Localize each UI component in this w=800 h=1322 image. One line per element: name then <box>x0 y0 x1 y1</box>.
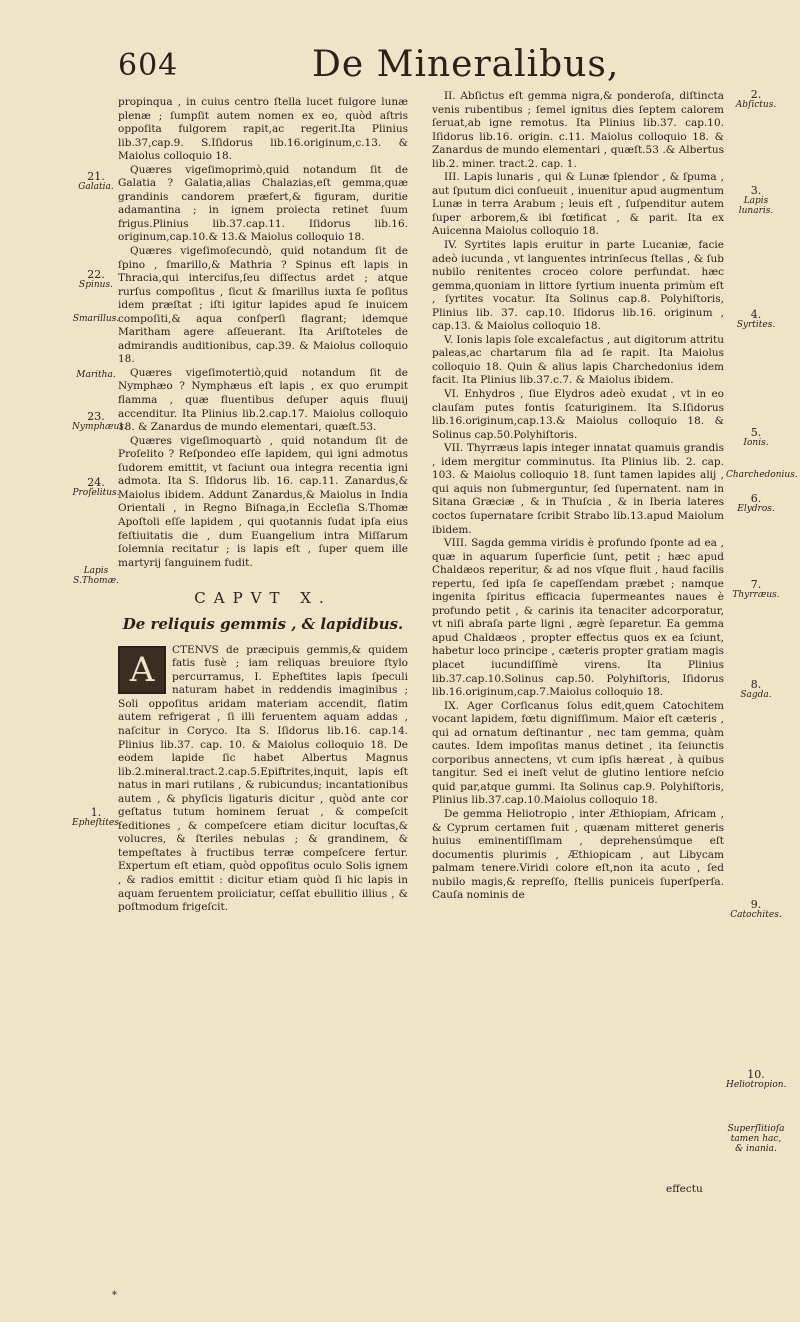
page-number: 604 <box>118 48 179 83</box>
paragraph: VII. Thyrræus lapis integer innatat quamuis grandis , idem mergitur comminutus. Ita Plinius lib. 2. cap. 103. & Maiolus colloquio 18. ſunt tamen lapides alij , qui aquis non ſubmerguntur, ſed ſupernatent. nam in Sitana Græciæ , & in Thuſcia , & in Iberia lateres coctos ſupernatare ſcribit Strabo lib.13.apud Maiolum ibidem. <box>432 442 724 536</box>
chapter-heading: CAPVT X. <box>194 589 332 608</box>
margin-note-right: 5. Ionis. <box>743 426 769 448</box>
signature-mark: * <box>112 1290 117 1301</box>
margin-note-left: 22. Spinus. <box>79 268 113 290</box>
catchword: effectu <box>666 1183 703 1195</box>
margin-note-left: 1. Epheſtites. <box>72 806 122 828</box>
margin-note-right: Charchedonius. <box>726 470 798 480</box>
margin-note-right: 8. Sagda. <box>740 678 772 700</box>
paragraph: CTENVS de præcipuis gemmis,& quidem fatis fusè ; iam reliquas breuiore ſtylo percurramus, I. Epheſtites lapis ſpeculi naturam habet in reddendis imaginibus ; Soli oppoſitus aridam materiam accendit, flatim autem refrigerat , ſi illi feruentem aquam addas , naſcitur in Coryco. Ita S. Iſidorus lib.16. cap.14. Plinius lib.37. cap. 10. & Maiolus colloquio 18. De eodem lapide ſic habet Albertus Magnus lib.2.mineral.tract.2.cap.5.Epiftrites,inquit, lapis eſt natus in mari rutilans , & rubicundus; incantationibus autem , & phyſicis ligaturis dicitur , quòd ante cor geſtatus tutum hominem ſeruat , & compeſcit ſeditiones , & compeſcere etiam dicitur locuſtas,& volucres, & ſteriles nebulas ; & grandinem, & tempeſtates à fructibus terræ compeſcere fertur. Expertum eſt etiam, quòd oppoſitus oculo Solis ignem , & radios emittit : dicitur etiam quòd ſi hic lapis in aquam feruentem proiiciatur, ceſſat ebullitio illius , & poſtmodum frigeſcit. <box>118 643 408 914</box>
paragraph: Quæres vigeſimotertiò,quid notandum ſit de Nymphæo ? Nymphæus eſt lapis , ex quo erumpit flamma , quæ fluentibus deſuper aquis fluuij accenditur. Ita Plinius lib.2.cap.17. Maiolus colloquio 18. & Zanardus de mundo elementari, quæſt.53. <box>118 366 408 434</box>
paragraph: III. Lapis lunaris , qui & Lunæ ſplendor , & ſpuma , aut ſputum dici conſueuit , inuenitur apud augmentum Lunæ in terra Arabum ; leuis eſt , ſuſpenditur autem ſuper arborem,& ibi fœtificat , & parit. Ita ex Auicenna Maiolus colloquio 18. <box>432 171 724 238</box>
margin-note-left: Smarillus. <box>72 314 120 324</box>
paragraph: VI. Enhydros , ſiue Elydros adeò exudat , vt in eo clauſam putes fontis ſcaturiginem. Ita S.Iſidorus lib.16.originum,cap.13.& Maiolus colloquio 18. & Solinus cap.50.Polyhiſtoris. <box>432 388 724 441</box>
paragraph: II. Abſictus eſt gemma nigra,& ponderoſa, diſtincta venis rubentibus ; ſemel ignitus dies ſeptem calorem ſeruat,ab igne remotus. Ita Plinius lib.37. cap.10. Iſidorus lib.16. origin. c.11. Maiolus colloquio 18. & Zanardus de mundo elementari , quæſt.53 .& Albertus lib.2. miner. tract.2. cap. 1. <box>432 90 724 170</box>
chapter-title: De reliquis gemmis , & lapidibus. <box>122 614 404 633</box>
margin-note-right: 9. Catochites. <box>730 898 782 920</box>
margin-note-right: 3. Lapis lunaris. <box>738 184 774 216</box>
ornamental-initial: A <box>118 646 166 694</box>
margin-note-left: 23. Nymphæus. <box>72 410 127 432</box>
margin-note-right: 4. Syrtites. <box>736 308 776 330</box>
margin-note-right: 7. Thyrræus. <box>732 578 780 600</box>
left-text-column <box>118 96 408 915</box>
margin-note-left: 24. Proſelitus. <box>72 476 120 498</box>
margin-note-right: 10. Heliotropion. <box>726 1068 787 1090</box>
paragraph: Quæres vigeſimoſecundò, quid notandum ſit de ſpino , ſmarillo,& Mathria ? Spinus eſt lapis in Thracia,qui interciſus,ſeu diſſectus ardet ; atque rurſus compoſitus , ſicut & ſmarillus iuxta ſe poſitus idem præſtat ; iſti igitur lapides apud ſe inuicem compoſiti,& aqua conſperſi flagrant; idemque Maritham agere aſſeuerant. Ita Ariſtoteles de admirandis auditionibus, cap.39. & Maiolus colloquio 18. <box>118 245 408 366</box>
running-title: De Mineralibus, <box>312 44 620 85</box>
margin-note-right: 6. Elydros. <box>737 492 775 514</box>
paragraph: IX. Ager Corſicanus ſolus edit,quem Catochitem vocant lapidem, fœtu digniſſimum. Maior eſt cæteris , qui ad ornatum deſtinantur , nec tam gemma, quàm cautes. Idem impoſitas manus detinet , ita ſeiunctis corporibus annectens, vt cum ipſis hæreat , à quibus tangitur. Sed ei ineſt velut de glutino lentiore neſcio quid par,atque gummi. Ita Solinus cap.9. Polyhiſtoris, Plinius lib.37.cap.10.Maiolus colloquio 18. <box>432 699 724 807</box>
page-header <box>0 44 800 94</box>
paragraph: Quæres vigeſimoquartò , quid notandum ſit de Proſelito ? Reſpondeo eſſe lapidem, qui igni admotus ſudorem emittit, vt faciunt oua integra recentia igni admota. Ita S. Iſidorus lib. 16. cap.11. Zanardus,& Maiolus ibidem. Addunt Zanardus,& Maiolus in India Orientali , in Regno Biſnaga,in Eccleſia S.Thomæ Apoſtoli eſſe lapidem , qui quotannis ſudat ipſa eius feſtiuitatis die , dum Euangelium intra Miſſarum ſolemnia recitatur ; is lapis eſt , ſuper quem ille martyrij ſanguinem fudit. <box>118 434 408 569</box>
margin-note-left: 21. Galatia. <box>78 170 114 192</box>
paragraph: IV. Syrtites lapis eruitur in parte Lucaniæ, facie adeò iucunda , vt languentes intrinſecus ſtellas , & ſub nubilo renitentes croceo colore perfundat. hæc gemma,quoniam in littore ſyrtium inuenta primùm eſt , ſyrtites vocatur. Ita Solinus cap.8. Polyhiſtoris, Plinius lib. 37. cap.10. Iſidorus lib.16. originum , cap.13. & Maiolus colloquio 18. <box>432 239 724 333</box>
right-text-column <box>432 90 724 903</box>
paragraph: De gemma Heliotropio , inter Æthiopiam, Africam , & Cyprum certamen fuit , quænam mitteret generis huius eminentiſſimam , deprehensúmque eſt documentis plurimis , Æthiopicam , aut Libycam palmam tenere.Viridi colore eſt,non ita acuto , ſed nubilo magis,& repreſſo, ſtellis puniceis ſuperſperſa. Cauſa nominis de <box>432 807 724 902</box>
paragraph: V. Ionis lapis ſole excalefactus , aut digitorum attritu paleas,ac chartarum fila ad ſe rapit. Ita Maiolus colloquio 18. Quin & alius lapis Charchedonius idem facit. Ita Plinius lib.37.c.7. & Maiolus ibidem. <box>432 333 724 387</box>
margin-note-left: Maritha. <box>76 370 116 380</box>
margin-note-left: Lapis S.Thomæ. <box>73 566 119 586</box>
paragraph: VIII. Sagda gemma viridis è profundo ſponte ad ea , quæ in aquarum ſuperficie ſunt, petit ; hæc apud Chaldæos reperitur, & ad nos vſque fluit , haud facilis repertu, ſed ipſa ſe capeſſendam præbet ; namque ingenita ſpiritus efficacia ſupermeantes naues è profundo petit , & carinis ita tenaciter adcorporatur, vt niſi abraſa parte ligni , ægrè ſeparetur. Ea gemma apud Chaldæos , propter effectus quos ex ea ſciunt, habetur loco principe , cæteris propter gratiam magis placet iucundiſſimè virens. Ita Plinius lib.37.cap.10.Solinus cap.50. Polyhiſtoris, Iſidorus lib.16.originum,cap.7.Maiolus colloquio 18. <box>432 537 724 699</box>
margin-note-right: 2. Abſictus. <box>735 88 777 110</box>
margin-note-right: Superſlitioſa tamen hac, & inania. <box>727 1124 785 1154</box>
paragraph: Quæres vigeſimoprimò,quid notandum ſit de Galatia ? Galatia,alias Chalazias,eſt gemma,quæ grandinis candorem præfert,& figuram, duritie adamantina ; in ignem proiecta retinet ſuum frigus.Plinius lib.37.cap.11. Iſidorus lib.16. originum,cap.10.& 13.& Maiolus colloquio 18. <box>118 163 408 244</box>
paragraph: propinqua , in cuius centro ſtella lucet fulgore lunæ plenæ ; ſumpſit autem nomen ex eo, quòd aſtris oppoſita fulgorem rapit,ac regerit.Ita Plinius lib.37,cap.9. S.Iſidorus lib.16.originum,c.13. & Maiolus colloquio 18. <box>118 96 408 163</box>
